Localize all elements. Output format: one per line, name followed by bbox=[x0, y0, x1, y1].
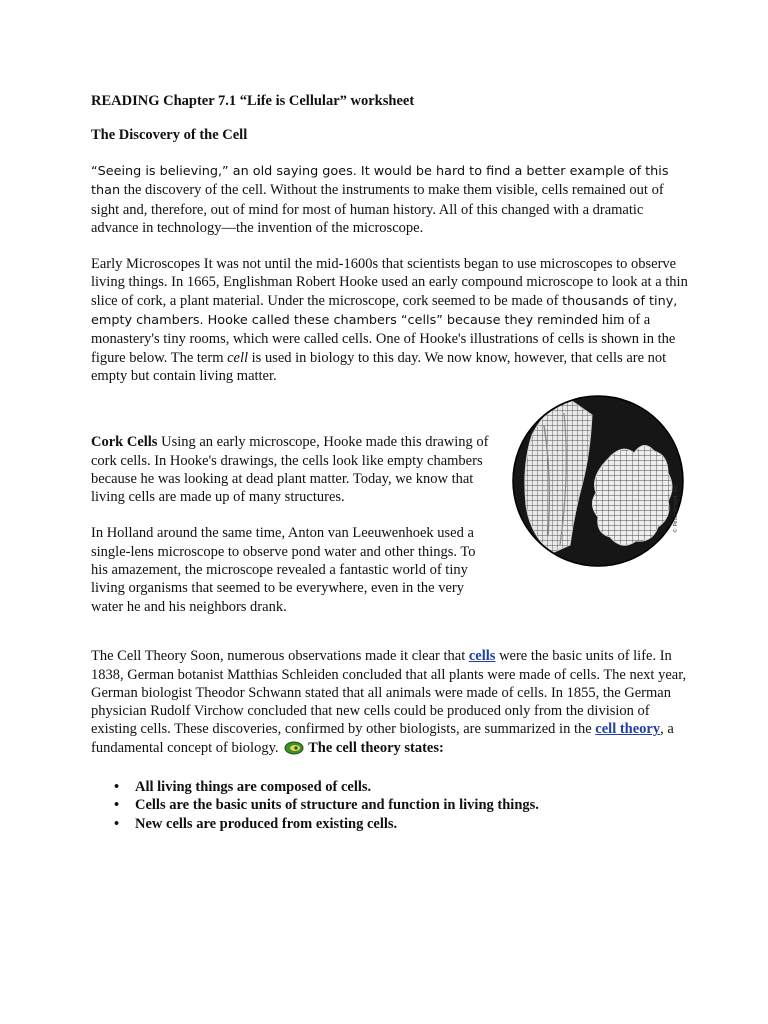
list-item bbox=[91, 815, 691, 833]
list-item bbox=[91, 778, 691, 796]
intro-sans-text: “Seeing is believing,” an old saying goes. It would be hard to find a better example of this than bbox=[91, 164, 669, 199]
bullet-marker: • bbox=[114, 815, 120, 832]
list-item-text: All living things are composed of cells. bbox=[135, 779, 372, 796]
cell-theory-text-2: were the basic units of life. In 1838, German botanist Matthias Schleiden concluded that all plants were made of cells. The next year, German biologist Theodor Schwann stated that all animals were made of cells. In 1855, the German physician Rudolf Virchow concluded that new cells could be produced only from the division of existing cells. These discoveries, confirmed by other biologists, are summarized in the bbox=[91, 648, 687, 738]
cell-theory-link[interactable]: cell theory bbox=[595, 721, 661, 738]
cell-icon[interactable] bbox=[284, 741, 304, 760]
cell-theory-text-1: The Cell Theory Soon, numerous observations made it clear that bbox=[91, 648, 466, 665]
document-page bbox=[91, 92, 691, 833]
section-heading: The Discovery of the Cell bbox=[91, 127, 248, 143]
cell-theory-text-3: , a fundamental concept of biology. bbox=[91, 721, 674, 756]
cells-link[interactable]: cells bbox=[468, 648, 496, 665]
intro-paragraph bbox=[91, 162, 691, 237]
intro-serif-text: the discovery of the cell. Without the instruments to make them visible, cells remained out of sight and, therefore, out of mind for most of human history. All of this changed with a dramatic advance in technology—the invention of the microscope. bbox=[91, 182, 664, 236]
cork-cells-drawing-icon bbox=[512, 395, 684, 567]
cork-cells-paragraph bbox=[91, 433, 491, 506]
cork-cells-text: Using an early microscope, Hooke made this drawing of cork cells. In Hooke's drawings, the cells look like empty chambers because he was looking at dead plant matter. Today, we know that living cells are made up of many structures. bbox=[91, 434, 489, 506]
figure-text-column bbox=[91, 433, 491, 616]
microscopes-sans-text: thousands of tiny, empty chambers. Hooke called these chambers “cells” because they reminded bbox=[91, 293, 678, 329]
list-item-text: New cells are produced from existing cells. bbox=[135, 815, 398, 832]
cell-term: cell bbox=[227, 349, 249, 366]
cell-theory-paragraph bbox=[91, 647, 691, 760]
figure-credit: © Peter Arnold, Inc. bbox=[673, 483, 679, 534]
list-item bbox=[91, 796, 691, 814]
microscopes-text-3: is used in biology to this day. We now know, however, that cells are not empty but contain living matter. bbox=[91, 349, 667, 384]
cell-theory-list bbox=[91, 778, 691, 833]
early-microscopes-paragraph bbox=[91, 255, 691, 385]
cork-figure-section bbox=[91, 433, 691, 629]
leeuwenhoek-paragraph: In Holland around the same time, Anton van Leeuwenhoek used a single-lens microscope to observe pond water and other things. To his amazement, the microscope revealed a fantastic world of tiny living organisms that seemed to be everywhere, even in the very water he and his neighbors drank. bbox=[91, 525, 476, 615]
list-item-text: Cells are the basic units of structure and function in living things. bbox=[135, 797, 539, 814]
microscopes-text-2: him of a monastery's tiny rooms, which were called cells. One of Hooke's illustrations of cells is shown in the figure below. The term bbox=[91, 312, 676, 366]
bullet-marker: • bbox=[114, 797, 120, 814]
cell-theory-states-label: The cell theory states: bbox=[308, 739, 444, 756]
cork-cells-label: Cork Cells bbox=[91, 434, 158, 451]
bullet-marker: • bbox=[114, 779, 120, 796]
microscopes-text-1: Early Microscopes It was not until the mid-1600s that scientists began to use microscopes to observe living things. In 1665, Englishman Robert Hooke used an early compound microscope to look at a thin slice of cork, a plant material. Under the microscope, cork seemed to be made of bbox=[91, 256, 688, 309]
document-title: READING Chapter 7.1 “Life is Cellular” worksheet bbox=[91, 93, 415, 109]
